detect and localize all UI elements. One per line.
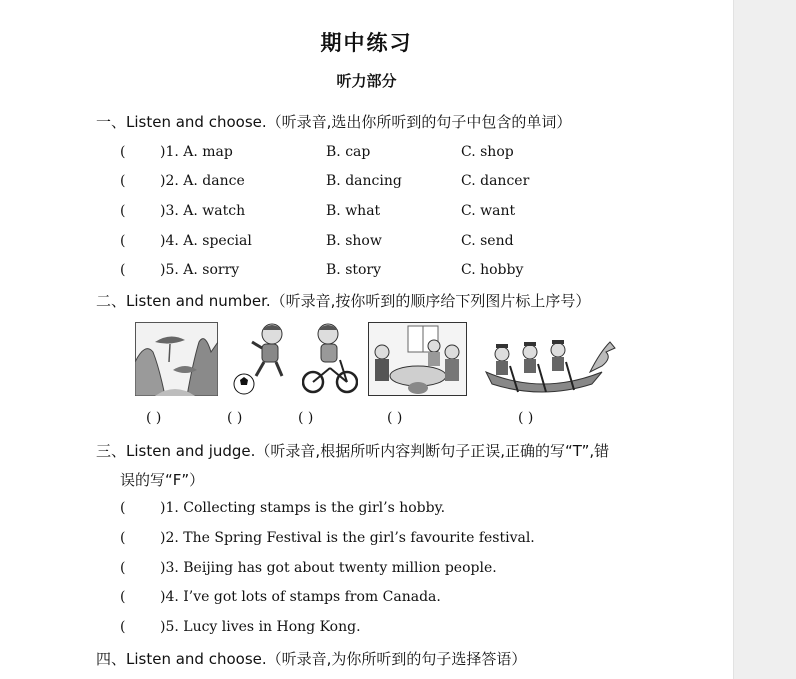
boy-riding-bike-picture xyxy=(302,322,358,396)
viewer-side-gutter xyxy=(733,0,796,679)
page-title: 期中练习 xyxy=(320,31,413,55)
page-subtitle: 听力部分 xyxy=(336,72,397,90)
statement-text: )3. Beijing has got about twenty million people. xyxy=(160,560,497,576)
section4-heading: 四、Listen and choose.（听录音,为你所听到的句子选择答语） xyxy=(96,650,527,668)
option-a: )3. A. watch xyxy=(160,203,246,219)
answer-paren: ( xyxy=(120,560,126,576)
picture-answer-blank: ( ) xyxy=(298,410,314,426)
option-b: B. show xyxy=(326,233,382,249)
boy-playing-football-picture xyxy=(232,322,290,396)
option-a: )4. A. special xyxy=(160,233,252,249)
option-b: B. cap xyxy=(326,144,371,160)
section1-heading: 一、Listen and choose.（听录音,选出你所听到的句子中包含的单词） xyxy=(96,113,572,131)
answer-paren: ( xyxy=(120,500,126,516)
section2-heading: 二、Listen and number.（听录音,按你听到的顺序给下列图片标上序号） xyxy=(96,292,591,310)
option-b: B. dancing xyxy=(326,173,402,189)
answer-paren: ( xyxy=(120,589,126,605)
option-c: C. hobby xyxy=(461,262,524,278)
answer-paren: ( xyxy=(120,262,126,278)
family-dinner-picture xyxy=(368,322,467,396)
picture-answer-blank: ( ) xyxy=(227,410,243,426)
picture-answer-blank: ( ) xyxy=(387,410,403,426)
option-b: B. what xyxy=(326,203,381,219)
option-b: B. story xyxy=(326,262,382,278)
answer-paren: ( xyxy=(120,233,126,249)
statement-text: )5. Lucy lives in Hong Kong. xyxy=(160,619,361,635)
option-c: C. dancer xyxy=(461,173,530,189)
option-a: )5. A. sorry xyxy=(160,262,240,278)
option-c: C. send xyxy=(461,233,514,249)
option-a: )2. A. dance xyxy=(160,173,245,189)
section3-heading-continued: 误的写“F”） xyxy=(120,471,205,489)
option-a: )1. A. map xyxy=(160,144,233,160)
section3-heading: 三、Listen and judge.（听录音,根据所听内容判断句子正误,正确的写“T”,错 xyxy=(96,442,610,460)
picture-answer-blank: ( ) xyxy=(146,410,162,426)
dragon-boat-race-picture xyxy=(482,322,617,396)
statement-text: )4. I’ve got lots of stamps from Canada. xyxy=(160,589,441,605)
picture-answer-blank: ( ) xyxy=(518,410,534,426)
statement-text: )2. The Spring Festival is the girl’s favourite festival. xyxy=(160,530,535,546)
option-c: C. shop xyxy=(461,144,514,160)
answer-paren: ( xyxy=(120,173,126,189)
answer-paren: ( xyxy=(120,144,126,160)
mountain-scenery-picture xyxy=(135,322,218,396)
answer-paren: ( xyxy=(120,203,126,219)
statement-text: )1. Collecting stamps is the girl’s hobby. xyxy=(160,500,446,516)
answer-paren: ( xyxy=(120,619,126,635)
option-c: C. want xyxy=(461,203,516,219)
answer-paren: ( xyxy=(120,530,126,546)
